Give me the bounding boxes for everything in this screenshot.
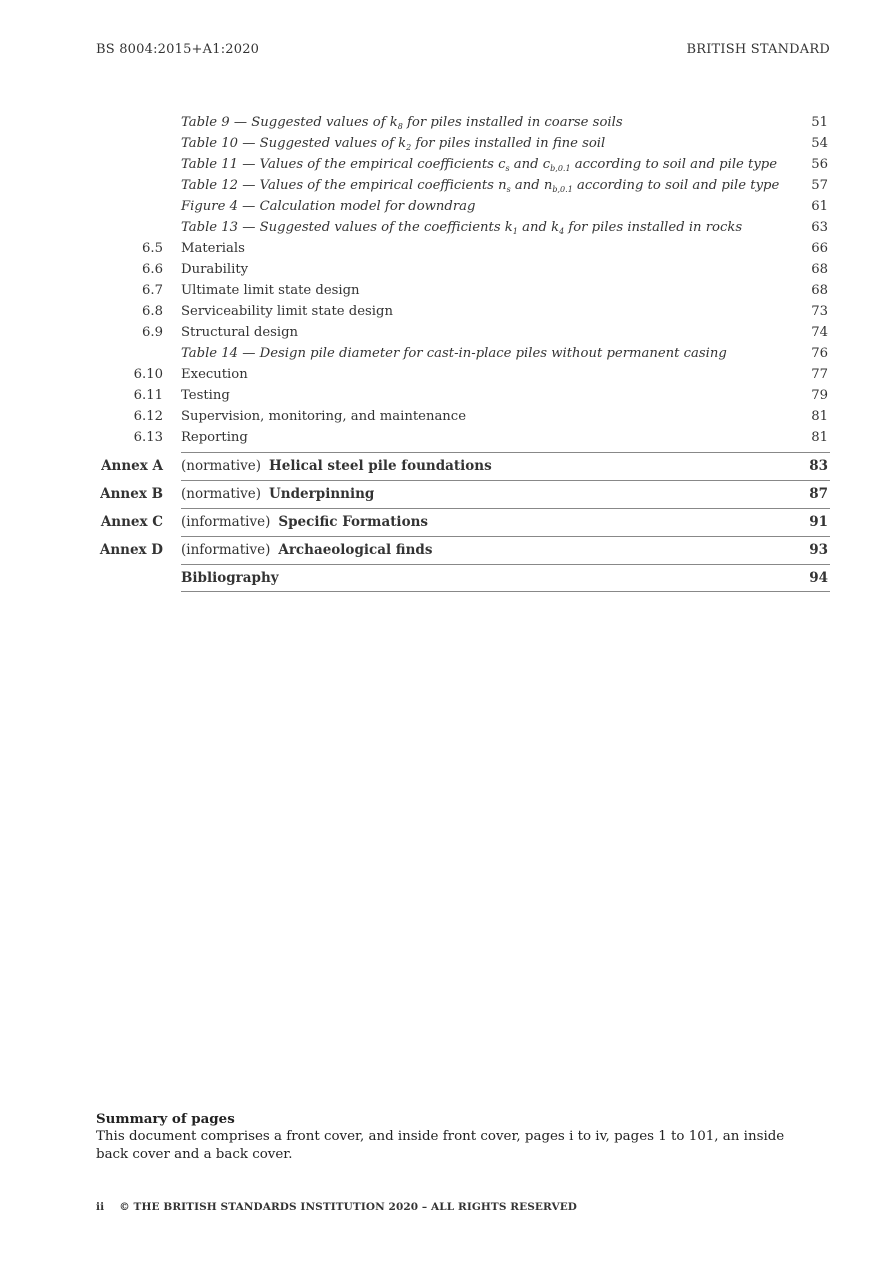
header-standard-number: BS 8004:2015+A1:2020 bbox=[96, 42, 260, 57]
toc-entry-page: 77 bbox=[811, 367, 828, 382]
summary-of-pages bbox=[96, 1110, 816, 1164]
toc-entry-page: 79 bbox=[811, 388, 828, 403]
annex-page: 83 bbox=[809, 458, 828, 474]
toc-entry-title: Execution bbox=[181, 367, 248, 382]
toc-entry[interactable] bbox=[96, 322, 830, 343]
annex-title: (informative) Specific Formations bbox=[181, 514, 428, 530]
toc-entry[interactable] bbox=[96, 154, 830, 175]
toc-entry[interactable] bbox=[96, 301, 830, 322]
toc-annex-c[interactable] bbox=[96, 508, 830, 536]
toc-entry-page: 56 bbox=[811, 157, 828, 172]
toc-entry-page: 81 bbox=[811, 409, 828, 424]
annex-page: 93 bbox=[809, 542, 828, 558]
toc-entry-page: 57 bbox=[811, 178, 828, 193]
toc-entry-title: Table 9 — Suggested values of $k_8$ for piles installed in coarse soils bbox=[181, 115, 623, 131]
toc-entry-title: Table 14 — Design pile diameter for cast-in-place piles without permanent casing bbox=[181, 346, 727, 361]
toc-entry-number: 6.10 bbox=[133, 367, 163, 382]
toc-entry[interactable] bbox=[96, 385, 830, 406]
toc-entry-page: 68 bbox=[811, 262, 828, 277]
toc-entry-number: 6.11 bbox=[133, 388, 163, 403]
toc-entry-title: Durability bbox=[181, 262, 249, 277]
toc-entry-title: Structural design bbox=[181, 325, 299, 340]
toc-entry[interactable] bbox=[96, 364, 830, 385]
annex-number: Annex A bbox=[101, 458, 163, 474]
annex-title: (informative) Archaeological finds bbox=[181, 542, 433, 558]
toc-bibliography[interactable] bbox=[96, 564, 830, 592]
toc-entry-title: Table 10 — Suggested values of $k_2$ for piles installed in fine soil bbox=[181, 136, 606, 152]
toc-entry[interactable] bbox=[96, 343, 830, 364]
annex-title: (normative) Underpinning bbox=[181, 486, 375, 502]
toc-entry-page: 61 bbox=[811, 199, 828, 214]
toc-entry-page: 66 bbox=[811, 241, 828, 256]
annex-number: Annex B bbox=[100, 486, 163, 502]
toc-entry-title: Serviceability limit state design bbox=[181, 304, 393, 319]
toc-entry[interactable] bbox=[96, 112, 830, 133]
toc-entry[interactable] bbox=[96, 175, 830, 196]
toc-entry[interactable] bbox=[96, 259, 830, 280]
toc-entry[interactable] bbox=[96, 427, 830, 448]
toc-entry-title: Table 11 — Values of the empirical coefficients $c_s$ and $c_{b,0.1}$ according to soil and pile type bbox=[181, 157, 778, 173]
toc-entry-title: Testing bbox=[181, 388, 230, 403]
toc-entry-page: 63 bbox=[811, 220, 828, 235]
annex-number: Annex D bbox=[99, 542, 163, 558]
toc-entry-number: 6.6 bbox=[142, 262, 163, 277]
annex-title: (normative) Helical steel pile foundations bbox=[181, 458, 492, 474]
toc-annex-a[interactable] bbox=[96, 452, 830, 480]
toc-entry[interactable] bbox=[96, 196, 830, 217]
toc-entry[interactable] bbox=[96, 406, 830, 427]
toc-entry-page: 76 bbox=[811, 346, 828, 361]
toc-entry-number: 6.9 bbox=[142, 325, 163, 340]
header-british-standard: BRITISH STANDARD bbox=[686, 42, 830, 57]
toc-entry[interactable] bbox=[96, 238, 830, 259]
toc-annex-b[interactable] bbox=[96, 480, 830, 508]
toc-entry-title: Supervision, monitoring, and maintenance bbox=[181, 409, 466, 424]
toc-entry-number: 6.5 bbox=[142, 241, 163, 256]
toc-entry[interactable] bbox=[96, 133, 830, 154]
toc-entry[interactable] bbox=[96, 280, 830, 301]
toc-annex-d[interactable] bbox=[96, 536, 830, 564]
toc-entry-number: 6.12 bbox=[133, 409, 163, 424]
toc-entry-title: Table 12 — Values of the empirical coefficients $n_s$ and $n_{b,0.1}$ according to soil and pile type bbox=[181, 178, 780, 194]
toc-entry-title: Table 13 — Suggested values of the coefficients $k_1$ and $k_4$ for piles installed in rocks bbox=[181, 220, 743, 236]
toc-entry-number: 6.8 bbox=[142, 304, 163, 319]
toc-entry-page: 54 bbox=[811, 136, 828, 151]
page-footer: ii © THE BRITISH STANDARDS INSTITUTION 2020 – ALL RIGHTS RESERVED bbox=[96, 1201, 577, 1213]
summary-title: Summary of pages bbox=[96, 1111, 235, 1127]
annex-number: Annex C bbox=[100, 514, 163, 530]
bibliography-page: 94 bbox=[809, 570, 828, 586]
bibliography-title: Bibliography bbox=[181, 570, 279, 586]
toc-entry-page: 81 bbox=[811, 430, 828, 445]
toc-entry[interactable] bbox=[96, 217, 830, 238]
divider bbox=[181, 591, 830, 592]
annex-page: 91 bbox=[809, 514, 828, 530]
toc-entry-title: Materials bbox=[181, 241, 245, 256]
annex-page: 87 bbox=[809, 486, 828, 502]
toc-entry-page: 74 bbox=[811, 325, 828, 340]
toc-entry-title: Ultimate limit state design bbox=[181, 283, 360, 298]
toc-entry-page: 51 bbox=[811, 115, 828, 130]
toc-entry-number: 6.7 bbox=[142, 283, 163, 298]
summary-text: This document comprises a front cover, and inside front cover, pages i to iv, pages 1 to 101, an inside back cover and a back cover. bbox=[96, 1129, 785, 1162]
table-of-contents bbox=[96, 112, 830, 592]
toc-entry-title: Reporting bbox=[181, 430, 248, 445]
toc-entry-page: 73 bbox=[811, 304, 828, 319]
toc-entry-number: 6.13 bbox=[133, 430, 163, 445]
toc-entry-page: 68 bbox=[811, 283, 828, 298]
toc-entry-title: Figure 4 — Calculation model for downdrag bbox=[181, 199, 476, 214]
